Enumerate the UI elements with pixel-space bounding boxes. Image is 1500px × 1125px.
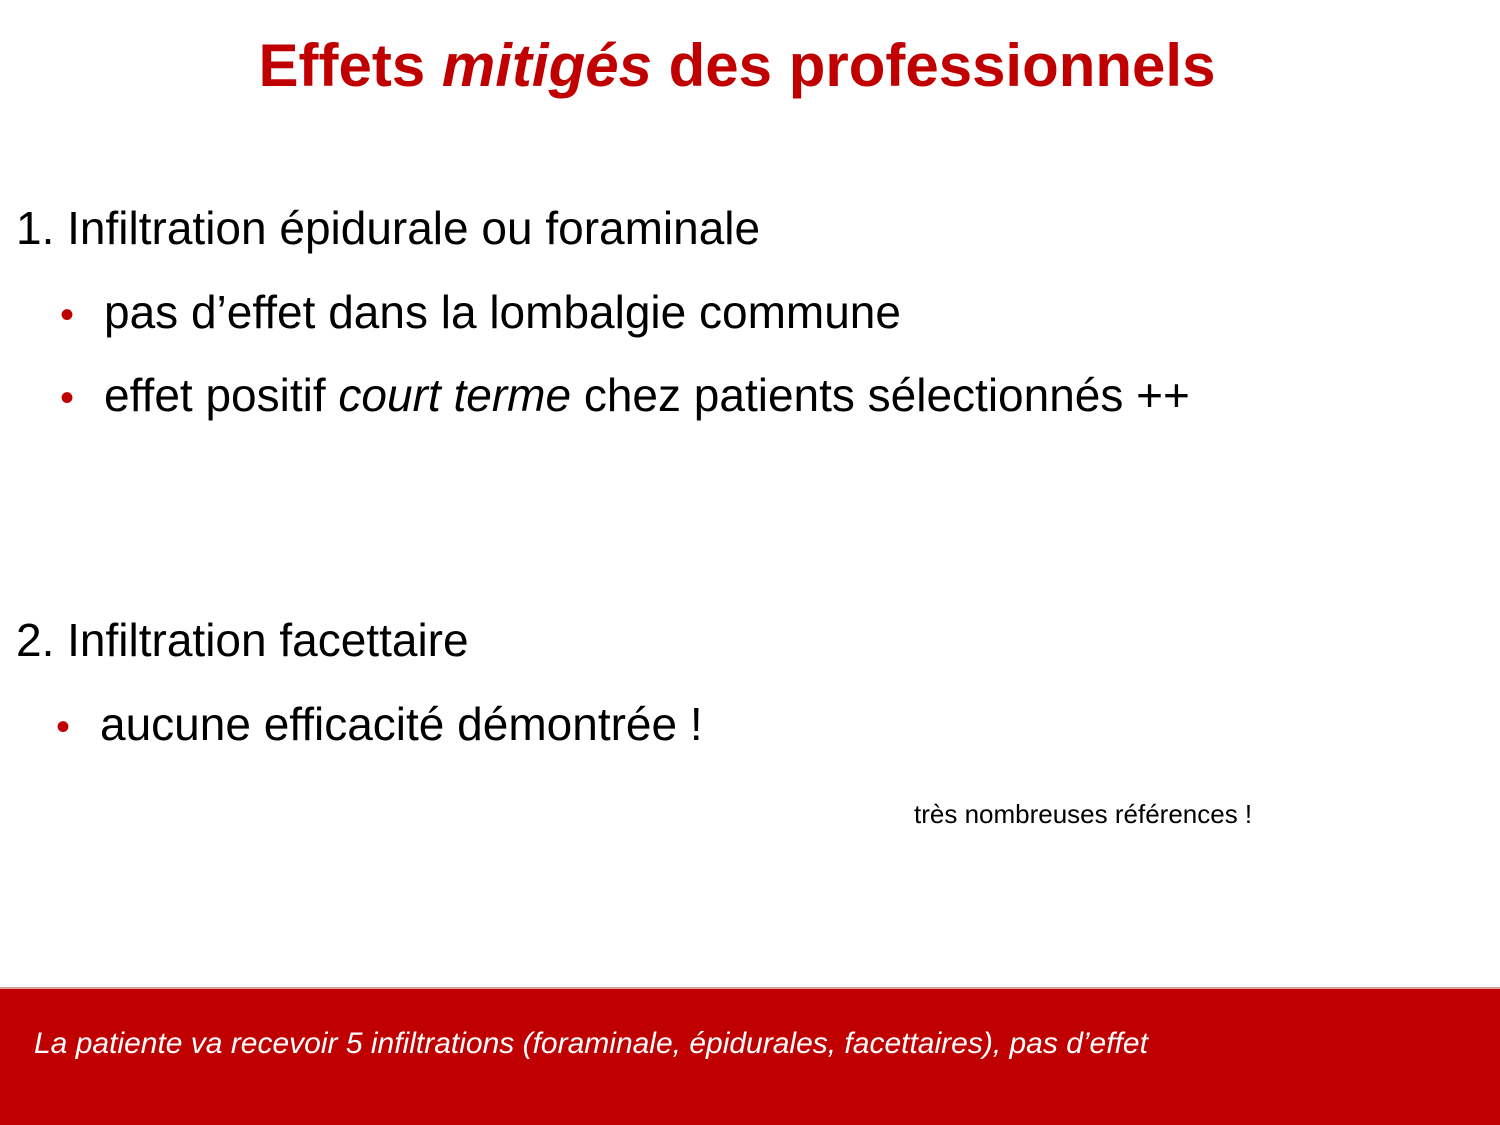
bullet-item (60, 367, 1190, 426)
bullet-text: aucune efficacité démontrée ! (100, 698, 703, 750)
title-part-3: des professionnels (651, 32, 1216, 99)
bullet-text: effet positif court terme chez patients sélectionnés ++ (104, 369, 1190, 421)
bullet-item (56, 696, 703, 755)
section-heading-1: 1. Infiltration épidurale ou foraminale (16, 202, 761, 254)
footer-banner (0, 987, 1500, 1125)
reference-note: très nombreuses références ! (914, 799, 1253, 829)
title-part-1: Effets (258, 32, 442, 99)
bullet-item (60, 284, 901, 343)
section-heading-2: 2. Infiltration facettaire (16, 614, 469, 666)
bullet-dot-icon: • (56, 705, 71, 749)
footer-text: La patiente va recevoir 5 infiltrations (foraminale, épidurales, facettaires), pas d’effet (34, 1027, 1148, 1060)
bullet-emphasis: court terme (338, 369, 572, 421)
bullet-dot-icon: • (60, 376, 75, 420)
bullet-text: pas d’effet dans la lombalgie commune (104, 286, 901, 338)
slide-title (0, 28, 1474, 104)
title-part-2-italic: mitigés (441, 32, 652, 99)
bullet-dot-icon: • (60, 293, 75, 337)
